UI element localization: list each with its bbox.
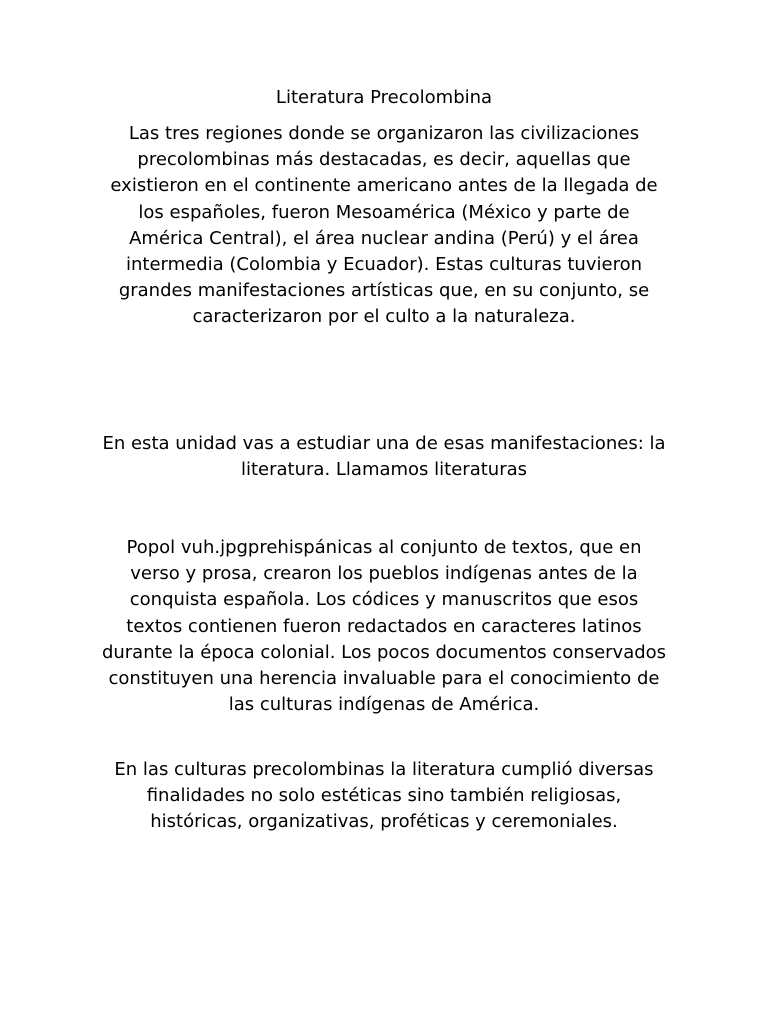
- paragraph-regions: Las tres regiones donde se organizaron las civilizaciones precolombinas más destacadas, es decir, aquellas que existieron en el continente americano antes de la llegada de los españoles, fueron Mesoamérica (México y parte de América Central), el área nuclear andina (Perú) y el área intermedia (Colombia y Ecuador). Estas culturas tuvieron grandes manifestaciones artísticas que, en su conjunto, se caracterizaron por el culto a la naturaleza.: [110, 123, 658, 328]
- paragraph-purposes: En las culturas precolombinas la literatura cumplió diversas finalidades no solo estéticas sino también religiosas, históricas, organizativas, proféticas y ceremoniales.: [114, 759, 654, 833]
- paragraph-prehispanic-texts: Popol vuh.jpgprehispánicas al conjunto de textos, que en verso y prosa, crearon los pueblos indígenas antes de la conquista española. Los códices y manuscritos que esos textos contienen fueron redactados en caracteres latinos durante la época colonial. Los pocos documentos conservados constituyen una herencia invaluable para el conocimiento de las culturas indígenas de América.: [101, 537, 667, 716]
- paragraph-unit-intro: En esta unidad vas a estudiar una de esas manifestaciones: la literatura. Llamamos literaturas: [102, 433, 666, 481]
- document-title: Literatura Precolombina: [275, 87, 493, 108]
